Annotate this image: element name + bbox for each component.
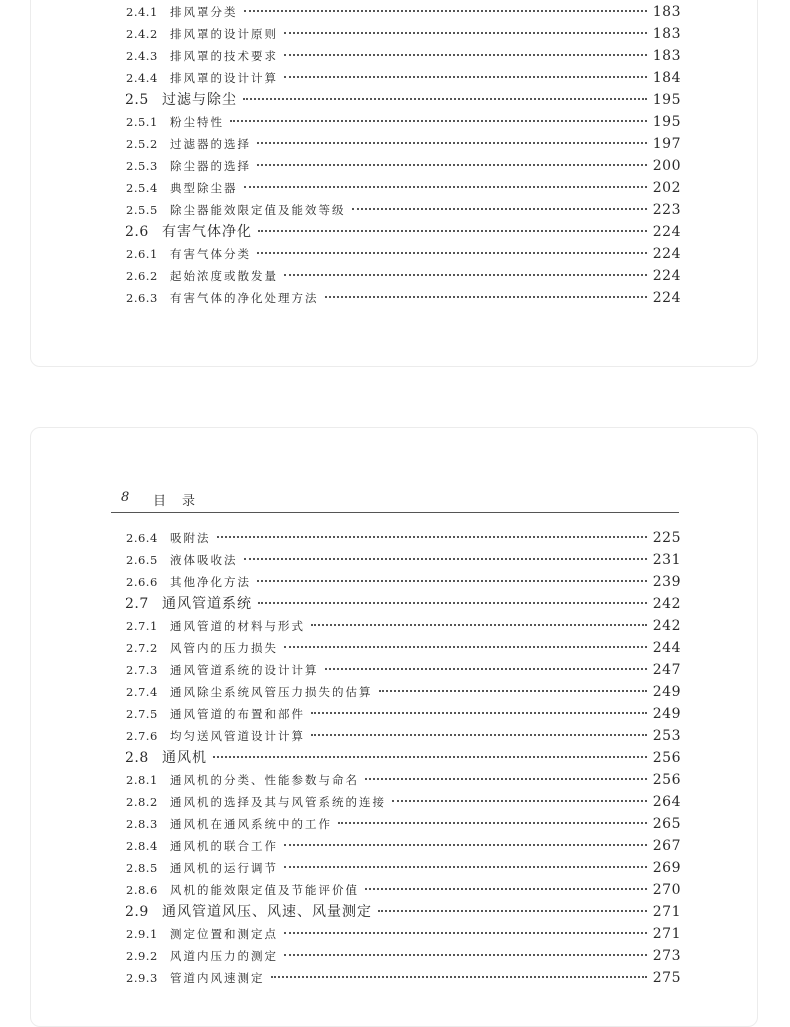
toc-entry-number: 2.6.6 bbox=[126, 575, 158, 589]
toc-subsection-entry bbox=[31, 67, 681, 89]
dot-leader bbox=[392, 800, 647, 802]
toc-entry-page: 270 bbox=[652, 882, 681, 898]
toc-entry-page: 224 bbox=[652, 224, 681, 240]
dot-leader bbox=[352, 208, 647, 210]
toc-entry-number: 2.5.3 bbox=[126, 159, 158, 173]
toc-subsection-entry bbox=[31, 155, 681, 177]
toc-subsection-entry bbox=[31, 549, 681, 571]
toc-entry-title: 通风除尘系统风管压力损失的估算 bbox=[170, 685, 373, 699]
dot-leader bbox=[244, 10, 647, 12]
toc-entry-page: 200 bbox=[652, 158, 681, 174]
toc-entry-title: 典型除尘器 bbox=[170, 181, 238, 195]
toc-entry-title: 通风机在通风系统中的工作 bbox=[170, 817, 332, 831]
toc-entry-title: 液体吸收法 bbox=[170, 553, 238, 567]
toc-entry-page: 202 bbox=[652, 180, 681, 196]
toc-subsection-entry bbox=[31, 527, 681, 549]
toc-subsection-entry bbox=[31, 111, 681, 133]
dot-leader bbox=[284, 844, 647, 846]
toc-section-entry bbox=[31, 221, 681, 243]
toc-entry-title: 通风机的分类、性能参数与命名 bbox=[170, 773, 359, 787]
dot-leader bbox=[243, 98, 647, 100]
toc-entry-page: 239 bbox=[652, 574, 681, 590]
toc-section-entry bbox=[31, 747, 681, 769]
toc-entry-title: 排风罩的设计原则 bbox=[170, 27, 278, 41]
toc-entry-number: 2.9.1 bbox=[126, 927, 158, 941]
toc-entry-page: 256 bbox=[652, 750, 681, 766]
toc-subsection-entry bbox=[31, 681, 681, 703]
dot-leader bbox=[284, 32, 647, 34]
dot-leader bbox=[284, 274, 647, 276]
toc-entry-title: 通风管道风压、风速、风量测定 bbox=[162, 904, 372, 920]
toc-subsection-entry bbox=[31, 1, 681, 23]
toc-subsection-entry bbox=[31, 637, 681, 659]
toc-entry-title: 均匀送风管道设计计算 bbox=[170, 729, 305, 743]
toc-entry-number: 2.8 bbox=[125, 750, 149, 766]
toc-entry-number: 2.5.4 bbox=[126, 181, 158, 195]
toc-entry-number: 2.6.1 bbox=[126, 247, 158, 261]
toc-subsection-entry bbox=[31, 177, 681, 199]
running-header bbox=[111, 490, 679, 513]
dot-leader bbox=[284, 54, 647, 56]
toc-entry-number: 2.5.2 bbox=[126, 137, 158, 151]
toc-entry-title: 通风管道的材料与形式 bbox=[170, 619, 305, 633]
toc-subsection-entry bbox=[31, 791, 681, 813]
toc-entry-page: 195 bbox=[652, 114, 681, 130]
dot-leader bbox=[244, 558, 647, 560]
toc-entry-title: 风道内压力的测定 bbox=[170, 949, 278, 963]
toc-section-entry bbox=[31, 593, 681, 615]
toc-entry-page: 242 bbox=[652, 618, 681, 634]
toc-entry-title: 过滤与除尘 bbox=[162, 92, 237, 108]
toc-entry-number: 2.4.1 bbox=[126, 5, 158, 19]
toc-entry-page: 184 bbox=[652, 70, 681, 86]
toc-subsection-entry bbox=[31, 703, 681, 725]
toc-entry-title: 风管内的压力损失 bbox=[170, 641, 278, 655]
toc-entry-number: 2.6.4 bbox=[126, 531, 158, 545]
toc-entry-number: 2.6.5 bbox=[126, 553, 158, 567]
toc-entry-page: 273 bbox=[652, 948, 681, 964]
dot-leader bbox=[325, 668, 647, 670]
toc-entry-page: 275 bbox=[652, 970, 681, 986]
toc-entry-title: 通风机的运行调节 bbox=[170, 861, 278, 875]
toc-subsection-entry bbox=[31, 835, 681, 857]
toc-entry-number: 2.4.2 bbox=[126, 27, 158, 41]
toc-section-entry bbox=[31, 89, 681, 111]
toc-entry-title: 通风机的联合工作 bbox=[170, 839, 278, 853]
toc-entry-number: 2.5.5 bbox=[126, 203, 158, 217]
toc-entry-number: 2.7.5 bbox=[126, 707, 158, 721]
toc-entry-number: 2.8.6 bbox=[126, 883, 158, 897]
bottom-page-card bbox=[30, 427, 758, 1027]
toc-entry-page: 183 bbox=[652, 4, 681, 20]
toc-entry-number: 2.7.6 bbox=[126, 729, 158, 743]
toc-entry-title: 风机的能效限定值及节能评价值 bbox=[170, 883, 359, 897]
toc-entry-page: 231 bbox=[652, 552, 681, 568]
toc-subsection-entry bbox=[31, 879, 681, 901]
toc-entry-title: 粉尘特性 bbox=[170, 115, 224, 129]
toc-entry-page: 225 bbox=[652, 530, 681, 546]
toc-subsection-entry bbox=[31, 199, 681, 221]
toc-entry-title: 通风管道系统的设计计算 bbox=[170, 663, 319, 677]
dot-leader bbox=[257, 164, 647, 166]
toc-entry-number: 2.9.2 bbox=[126, 949, 158, 963]
toc-entry-number: 2.7.2 bbox=[126, 641, 158, 655]
dot-leader bbox=[284, 646, 647, 648]
toc-subsection-entry bbox=[31, 659, 681, 681]
toc-entry-page: 267 bbox=[652, 838, 681, 854]
toc-entry-number: 2.8.5 bbox=[126, 861, 158, 875]
toc-entry-page: 265 bbox=[652, 816, 681, 832]
header-page-number: 8 bbox=[121, 490, 130, 505]
toc-subsection-entry bbox=[31, 23, 681, 45]
toc-entry-page: 224 bbox=[652, 290, 681, 306]
dot-leader bbox=[244, 186, 647, 188]
dot-leader bbox=[257, 142, 647, 144]
toc-entry-title: 管道内风速测定 bbox=[170, 971, 265, 985]
toc-entry-number: 2.5.1 bbox=[126, 115, 158, 129]
toc-entry-title: 吸附法 bbox=[170, 531, 211, 545]
toc-subsection-entry bbox=[31, 813, 681, 835]
toc-subsection-entry bbox=[31, 45, 681, 67]
dot-leader bbox=[284, 954, 647, 956]
dot-leader bbox=[257, 580, 647, 582]
dot-leader bbox=[311, 712, 647, 714]
toc-entry-number: 2.9.3 bbox=[126, 971, 158, 985]
toc-subsection-entry bbox=[31, 857, 681, 879]
dot-leader bbox=[378, 910, 647, 912]
dot-leader bbox=[284, 932, 647, 934]
toc-entry-page: 271 bbox=[652, 926, 681, 942]
toc-entry-number: 2.7.4 bbox=[126, 685, 158, 699]
toc-entry-title: 其他净化方法 bbox=[170, 575, 251, 589]
toc-entry-title: 通风管道系统 bbox=[162, 596, 252, 612]
toc-entry-title: 过滤器的选择 bbox=[170, 137, 251, 151]
toc-entry-title: 有害气体的净化处理方法 bbox=[170, 291, 319, 305]
toc-subsection-entry bbox=[31, 571, 681, 593]
dot-leader bbox=[213, 756, 647, 758]
dot-leader bbox=[284, 866, 647, 868]
toc-entry-number: 2.7.1 bbox=[126, 619, 158, 633]
dot-leader bbox=[325, 296, 647, 298]
toc-entry-number: 2.7 bbox=[125, 596, 149, 612]
toc-subsection-entry bbox=[31, 133, 681, 155]
toc-entry-page: 183 bbox=[652, 26, 681, 42]
toc-entry-page: 249 bbox=[652, 684, 681, 700]
dot-leader bbox=[258, 230, 647, 232]
toc-entry-page: 269 bbox=[652, 860, 681, 876]
toc-entry-page: 224 bbox=[652, 268, 681, 284]
toc-entry-title: 有害气体分类 bbox=[170, 247, 251, 261]
toc-subsection-entry bbox=[31, 725, 681, 747]
dot-leader bbox=[338, 822, 647, 824]
toc-entry-number: 2.6.2 bbox=[126, 269, 158, 283]
toc-subsection-entry bbox=[31, 287, 681, 309]
toc-entry-page: 224 bbox=[652, 246, 681, 262]
dot-leader bbox=[258, 602, 647, 604]
toc-entry-number: 2.7.3 bbox=[126, 663, 158, 677]
toc-entry-page: 195 bbox=[652, 92, 681, 108]
toc-entry-number: 2.4.4 bbox=[126, 71, 158, 85]
toc-entry-page: 256 bbox=[652, 772, 681, 788]
toc-entry-number: 2.6.3 bbox=[126, 291, 158, 305]
toc-entry-number: 2.8.4 bbox=[126, 839, 158, 853]
toc-entry-title: 通风管道的布置和部件 bbox=[170, 707, 305, 721]
dot-leader bbox=[257, 252, 647, 254]
toc-entry-title: 有害气体净化 bbox=[162, 224, 252, 240]
dot-leader bbox=[230, 120, 647, 122]
toc-entry-number: 2.6 bbox=[125, 224, 149, 240]
top-page-card bbox=[30, 0, 758, 367]
toc-subsection-entry bbox=[31, 769, 681, 791]
toc-subsection-entry bbox=[31, 967, 681, 989]
toc-entry-title: 除尘器的选择 bbox=[170, 159, 251, 173]
toc-entry-number: 2.9 bbox=[125, 904, 149, 920]
toc-entry-number: 2.8.1 bbox=[126, 773, 158, 787]
toc-subsection-entry bbox=[31, 265, 681, 287]
toc-entry-page: 247 bbox=[652, 662, 681, 678]
dot-leader bbox=[365, 778, 647, 780]
dot-leader bbox=[217, 536, 647, 538]
dot-leader bbox=[365, 888, 647, 890]
toc-entry-number: 2.8.2 bbox=[126, 795, 158, 809]
toc-entry-title: 起始浓度或散发量 bbox=[170, 269, 278, 283]
toc-section-entry bbox=[31, 901, 681, 923]
toc-subsection-entry bbox=[31, 243, 681, 265]
dot-leader bbox=[271, 976, 647, 978]
toc-entry-title: 通风机 bbox=[162, 750, 207, 766]
toc-subsection-entry bbox=[31, 945, 681, 967]
toc-entry-page: 253 bbox=[652, 728, 681, 744]
toc-entry-page: 242 bbox=[652, 596, 681, 612]
toc-subsection-entry bbox=[31, 923, 681, 945]
toc-entry-page: 223 bbox=[652, 202, 681, 218]
toc-entry-title: 排风罩分类 bbox=[170, 5, 238, 19]
toc-entry-title: 排风罩的技术要求 bbox=[170, 49, 278, 63]
toc-subsection-entry bbox=[31, 615, 681, 637]
toc-entry-title: 测定位置和测定点 bbox=[170, 927, 278, 941]
toc-entry-title: 排风罩的设计计算 bbox=[170, 71, 278, 85]
toc-entry-title: 除尘器能效限定值及能效等级 bbox=[170, 203, 346, 217]
toc-entry-page: 197 bbox=[652, 136, 681, 152]
toc-entry-number: 2.5 bbox=[125, 92, 149, 108]
dot-leader bbox=[311, 624, 647, 626]
toc-entry-page: 183 bbox=[652, 48, 681, 64]
dot-leader bbox=[379, 690, 647, 692]
toc-entry-title: 通风机的选择及其与风管系统的连接 bbox=[170, 795, 386, 809]
dot-leader bbox=[284, 76, 647, 78]
toc-entry-page: 271 bbox=[652, 904, 681, 920]
toc-entry-page: 249 bbox=[652, 706, 681, 722]
toc-entry-number: 2.4.3 bbox=[126, 49, 158, 63]
toc-entry-page: 244 bbox=[652, 640, 681, 656]
header-title: 目录 bbox=[153, 494, 212, 509]
toc-entry-number: 2.8.3 bbox=[126, 817, 158, 831]
toc-entry-page: 264 bbox=[652, 794, 681, 810]
dot-leader bbox=[311, 734, 647, 736]
